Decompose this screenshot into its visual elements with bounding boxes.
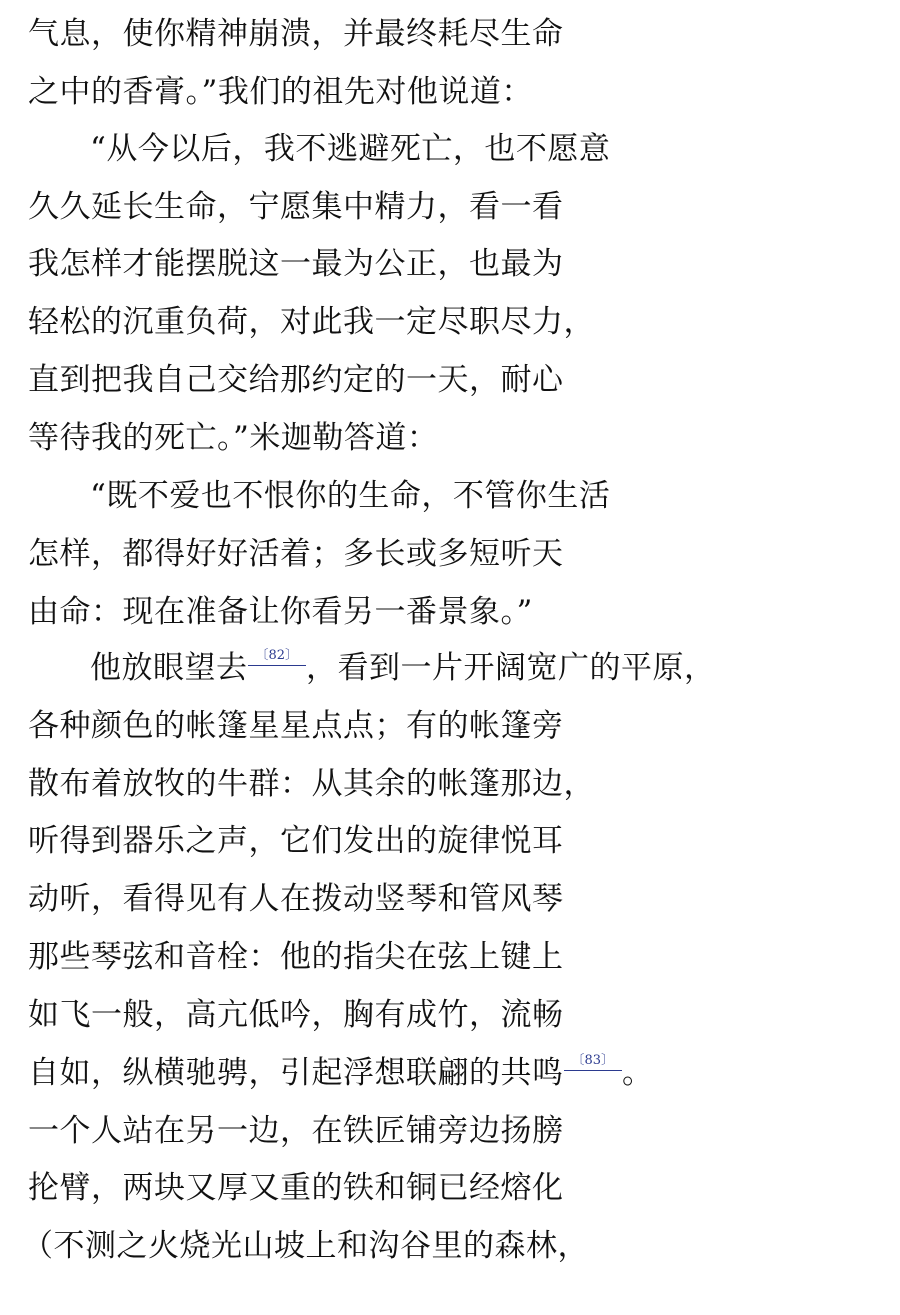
text-line-12-after: ，看到一片开阔宽广的平原，: [306, 650, 716, 686]
text-line-16: 动听，看得见有人在拨动竖琴和管风琴: [28, 881, 564, 917]
footnote-link-83[interactable]: 〔83〕: [564, 1054, 623, 1071]
text-line-19-before: 自如，纵横驰骋，引起浮想联翩的共鸣: [28, 1055, 564, 1091]
text-line-19-after: 。: [622, 1055, 654, 1091]
text-line-8: 等待我的死亡。”米迦勒答道：: [28, 420, 439, 456]
text-line-11: 由命：现在准备让你看另一番景象。”: [28, 594, 533, 630]
text-line-5: 我怎样才能摆脱这一最为公正，也最为: [28, 246, 564, 282]
footnote-link-82[interactable]: 〔82〕: [248, 649, 307, 666]
text-line-7: 直到把我自己交给那约定的一天，耐心: [28, 362, 564, 398]
text-line-12-before: 他放眼望去: [90, 650, 248, 686]
text-line-14: 散布着放牧的牛群：从其余的帐篷那边，: [28, 766, 595, 802]
text-line-13: 各种颜色的帐篷星星点点；有的帐篷旁: [28, 708, 564, 744]
text-line-10: 怎样，都得好好活着；多长或多短听天: [28, 536, 564, 572]
text-line-15: 听得到器乐之声，它们发出的旋律悦耳: [28, 823, 564, 859]
text-line-17: 那些琴弦和音栓：他的指尖在弦上键上: [28, 939, 564, 975]
text-line-6: 轻松的沉重负荷，对此我一定尽职尽力，: [28, 304, 595, 340]
text-line-1: 气息，使你精神崩溃，并最终耗尽生命: [28, 16, 564, 52]
text-line-3: “从今以后，我不逃避死亡，也不愿意: [90, 131, 611, 167]
text-line-12: [90, 643, 716, 693]
text-line-2: 之中的香膏。”我们的祖先对他说道：: [28, 74, 533, 110]
text-line-18: 如飞一般，高亢低吟，胸有成竹，流畅: [28, 997, 564, 1033]
text-line-4: 久久延长生命，宁愿集中精力，看一看: [28, 189, 564, 225]
text-line-9: “既不爱也不恨你的生命，不管你生活: [90, 478, 611, 514]
text-line-21: 抡臂，两块又厚又重的铁和铜已经熔化: [28, 1170, 564, 1206]
text-line-22: （不测之火烧光山坡上和沟谷里的森林，: [22, 1228, 589, 1264]
text-line-19: [28, 1048, 654, 1098]
text-line-20: 一个人站在另一边，在铁匠铺旁边扬膀: [28, 1113, 564, 1149]
